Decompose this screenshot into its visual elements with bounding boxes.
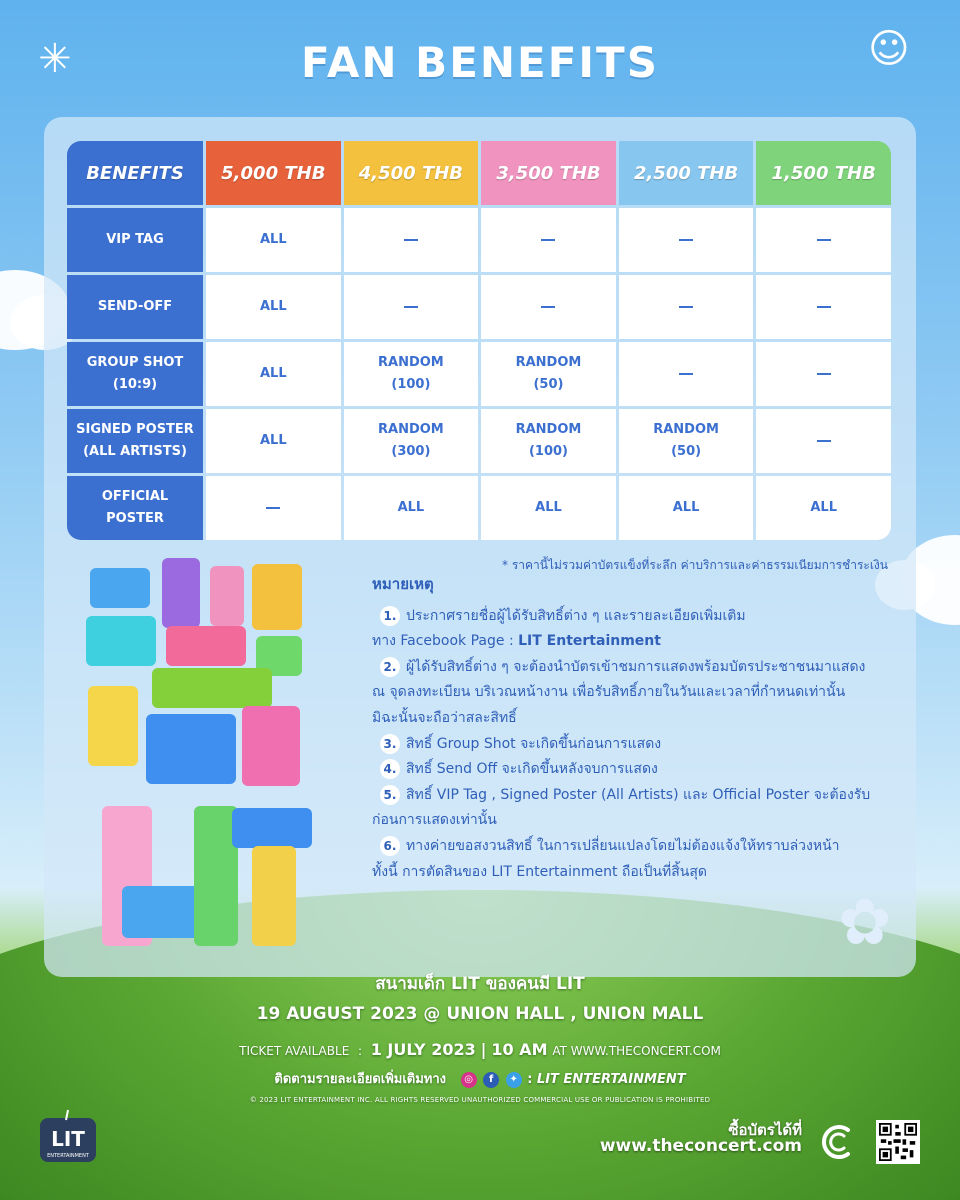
cell-value: (300): [391, 444, 431, 459]
notes-title: หมายเหตุ: [372, 575, 434, 593]
note-text-line: [372, 629, 892, 655]
note-item: [372, 732, 892, 758]
note-text: สิทธิ์ VIP Tag , Signed Poster (All Artists) และ Official Poster จะต้องรับ: [406, 786, 871, 803]
event-name: สนามเด็ก LIT ของคนมี LIT: [375, 974, 585, 994]
dash-mark: [679, 373, 693, 375]
header-tier-2500: 2,500 THB: [619, 141, 754, 205]
cell-official-poster-5000: [206, 476, 341, 540]
note-text-line: มิฉะนั้นจะถือว่าสละสิทธิ์: [372, 709, 517, 726]
cell-send-off-1500: [756, 275, 891, 339]
svg-text:ENTERTAINMENT: ENTERTAINMENT: [47, 1153, 89, 1159]
row-label-vip-tag: [67, 208, 203, 272]
dash-mark: [541, 306, 555, 308]
cell-value: [206, 497, 341, 519]
row-label-official-poster: [67, 476, 203, 540]
note-item: [372, 655, 892, 681]
cell-signed-poster-1500: [756, 409, 891, 473]
sparkle-icon: ✳: [38, 36, 72, 82]
qr-code-icon[interactable]: [876, 1120, 920, 1164]
row-label-group-shot: [67, 342, 203, 406]
cell-value: ALL: [259, 433, 287, 448]
cell-value: [756, 296, 891, 318]
cell-value: ALL: [672, 500, 700, 515]
note-text-line: ก่อนการแสดงเท่านั้น: [372, 812, 497, 829]
event-date-venue: 19 AUGUST 2023 @ UNION HALL , UNION MALL: [256, 1004, 704, 1024]
cell-send-off-2500: [619, 275, 754, 339]
cell-value: (50): [671, 444, 702, 459]
cell-send-off-3500: [481, 275, 616, 339]
cell-signed-poster-2500: [619, 409, 754, 473]
note-text: สิทธิ์ Group Shot จะเกิดขึ้นก่อนการแสดง: [406, 735, 662, 752]
cell-vip-tag-1500: [756, 208, 891, 272]
table-row-send-off: [67, 275, 891, 339]
cell-group-shot-5000: [206, 342, 341, 406]
table-row-vip-tag: [67, 208, 891, 272]
dash-mark: [404, 306, 418, 308]
row-label-line: (ALL ARTISTS): [83, 444, 187, 459]
note-number: 2.: [380, 657, 400, 677]
note-text: ทาง Facebook Page :: [372, 633, 519, 650]
cell-value: [481, 229, 616, 251]
header-tier-3500: 3,500 THB: [481, 141, 616, 205]
buy-tickets-block: [599, 1118, 920, 1162]
lit-entertainment-logo: [38, 1108, 100, 1164]
benefits-table: [64, 138, 894, 543]
buy-url-link[interactable]: www.theconcert.com: [599, 1136, 802, 1156]
cell-vip-tag-3500: [481, 208, 616, 272]
follow-handle: LIT ENTERTAINMENT: [536, 1072, 686, 1087]
cell-group-shot-1500: [756, 342, 891, 406]
cell-value: [619, 229, 754, 251]
note-item: [372, 757, 892, 783]
table-row-group-shot: [67, 342, 891, 406]
cell-value: (50): [533, 377, 564, 392]
facebook-page-name: LIT Entertainment: [518, 633, 661, 650]
cell-official-poster-3500: [481, 476, 616, 540]
cell-value: [344, 296, 479, 318]
table-row-official-poster: [67, 476, 891, 540]
cell-value: RANDOM: [378, 355, 444, 370]
cell-value: ALL: [810, 500, 837, 515]
table-header-row: [67, 141, 891, 205]
copyright: © 2023 LIT ENTERTAINMENT INC. ALL RIGHTS RESERVED UNAUTHORIZED COMMERCIAL USE OR PUBLICATION IS PROHIBITED: [249, 1096, 711, 1104]
note-number: 5.: [380, 785, 400, 805]
cell-value: [756, 430, 891, 452]
cell-value: ALL: [259, 366, 287, 381]
header-tier-1500: 1,500 THB: [756, 141, 891, 205]
cell-official-poster-4500: [344, 476, 479, 540]
header-tier-5000: 5,000 THB: [206, 141, 341, 205]
cell-value: ALL: [259, 299, 287, 314]
dash-mark: [679, 306, 693, 308]
cell-group-shot-4500: [344, 342, 479, 406]
cell-signed-poster-3500: [481, 409, 616, 473]
note-item: [372, 834, 892, 860]
header-benefits: BENEFITS: [67, 141, 203, 205]
follow-info: ติดตามรายละเอียดเพิ่มเติมทาง ◎ f ✦ : LIT ENTERTAINMENT: [274, 1072, 686, 1087]
svg-text:LIT: LIT: [51, 1127, 85, 1151]
dash-mark: [404, 239, 418, 241]
cell-value: RANDOM: [653, 422, 719, 437]
note-number: 1.: [380, 606, 400, 626]
theconcert-logo-icon: [818, 1122, 858, 1162]
cell-value: [619, 296, 754, 318]
cell-official-poster-2500: [619, 476, 754, 540]
notes-list: [372, 604, 892, 886]
cell-vip-tag-5000: [206, 208, 341, 272]
facebook-icon[interactable]: f: [483, 1072, 499, 1088]
cell-official-poster-1500: [756, 476, 891, 540]
cell-send-off-5000: [206, 275, 341, 339]
cell-value: RANDOM: [515, 422, 582, 437]
cell-signed-poster-4500: [344, 409, 479, 473]
dash-mark: [541, 239, 555, 241]
cell-group-shot-3500: [481, 342, 616, 406]
instagram-icon[interactable]: ◎: [461, 1072, 477, 1088]
buy-label: ซื้อบัตรได้ที่: [728, 1121, 802, 1139]
row-label-line: SEND-OFF: [97, 299, 173, 314]
note-number: 6.: [380, 836, 400, 856]
ticket-site: AT WWW.THECONCERT.COM: [552, 1044, 721, 1058]
row-label-line: OFFICIAL: [101, 489, 169, 504]
row-label-line: VIP TAG: [106, 232, 164, 247]
cell-value: RANDOM: [515, 355, 582, 370]
cell-value: [344, 229, 479, 251]
smiley-icon: ☺: [868, 26, 910, 72]
cell-value: (100): [528, 444, 568, 459]
dash-mark: [679, 239, 693, 241]
note-text-line: ทั้งนี้ การตัดสินของ LIT Entertainment ถือเป็นที่สิ้นสุด: [372, 863, 708, 880]
row-label-line: (10:9): [112, 377, 158, 392]
follow-text: ติดตามรายละเอียดเพิ่มเติมทาง: [274, 1072, 447, 1087]
dash-mark: [817, 239, 831, 241]
cell-value: [756, 363, 891, 385]
cell-value: [619, 363, 754, 385]
dash-mark: [817, 440, 831, 442]
cell-value: RANDOM: [378, 422, 444, 437]
row-label-line: GROUP SHOT: [86, 355, 184, 370]
ticket-label: TICKET AVAILABLE: [239, 1044, 350, 1058]
cell-value: [481, 296, 616, 318]
cell-group-shot-2500: [619, 342, 754, 406]
note-number: 3.: [380, 734, 400, 754]
twitter-icon[interactable]: ✦: [506, 1072, 522, 1088]
note-text: ทางค่ายขอสงวนสิทธิ์ ในการเปลี่ยนแปลงโดยไม่ต้องแจ้งให้ทราบล่วงหน้า: [406, 837, 840, 854]
cell-send-off-4500: [344, 275, 479, 339]
lit-3d-logo: [82, 556, 318, 956]
note-number: 4.: [380, 759, 400, 779]
cell-value: ALL: [535, 500, 562, 515]
cell-value: ALL: [397, 500, 425, 515]
cell-vip-tag-4500: [344, 208, 479, 272]
note-text: ผู้ได้รับสิทธิ์ต่าง ๆ จะต้องนำบัตรเข้าชมการแสดงพร้อมบัตรประชาชนมาแสดง: [406, 658, 866, 675]
row-label-signed-poster: [67, 409, 203, 473]
note-text: สิทธิ์ Send Off จะเกิดขึ้นหลังจบการแสดง: [406, 761, 658, 778]
note-text-line: ณ จุดลงทะเบียน บริเวณหน้างาน เพื่อรับสิทธิ์ภายในวันและเวลาที่กำหนดเท่านั้น: [372, 684, 846, 701]
cell-vip-tag-2500: [619, 208, 754, 272]
dash-mark: [817, 373, 831, 375]
table-row-signed-poster: [67, 409, 891, 473]
row-label-send-off: [67, 275, 203, 339]
table-body: [67, 208, 891, 540]
row-label-line: SIGNED POSTER: [76, 422, 194, 437]
ticket-separator: |: [480, 1040, 487, 1059]
row-label-line: POSTER: [106, 511, 164, 526]
price-footnote: * ราคานี้ไม่รวมค่าบัตรแข็งที่ระลึก ค่าบริการและค่าธรรมเนียมการชำระเงิน: [502, 558, 888, 572]
cell-value: (100): [391, 377, 431, 392]
notes-section: [372, 572, 892, 885]
page-title: FAN BENEFITS: [301, 38, 659, 87]
cell-value: [756, 229, 891, 251]
dash-mark: [266, 507, 280, 509]
note-text: ประกาศรายชื่อผู้ได้รับสิทธิ์ต่าง ๆ และรายละเอียดเพิ่มเติม: [406, 607, 746, 624]
cell-signed-poster-5000: [206, 409, 341, 473]
ticket-time: 10 AM: [491, 1040, 548, 1059]
ticket-info: TICKET AVAILABLE : 1 JULY 2023 | 10 AM AT WWW.THECONCERT.COM: [239, 1040, 721, 1059]
cell-value: ALL: [259, 232, 287, 247]
note-item: [372, 783, 892, 809]
ticket-date: 1 JULY 2023: [370, 1040, 476, 1059]
dash-mark: [817, 306, 831, 308]
note-item: [372, 604, 892, 630]
header-tier-4500: 4,500 THB: [344, 141, 479, 205]
